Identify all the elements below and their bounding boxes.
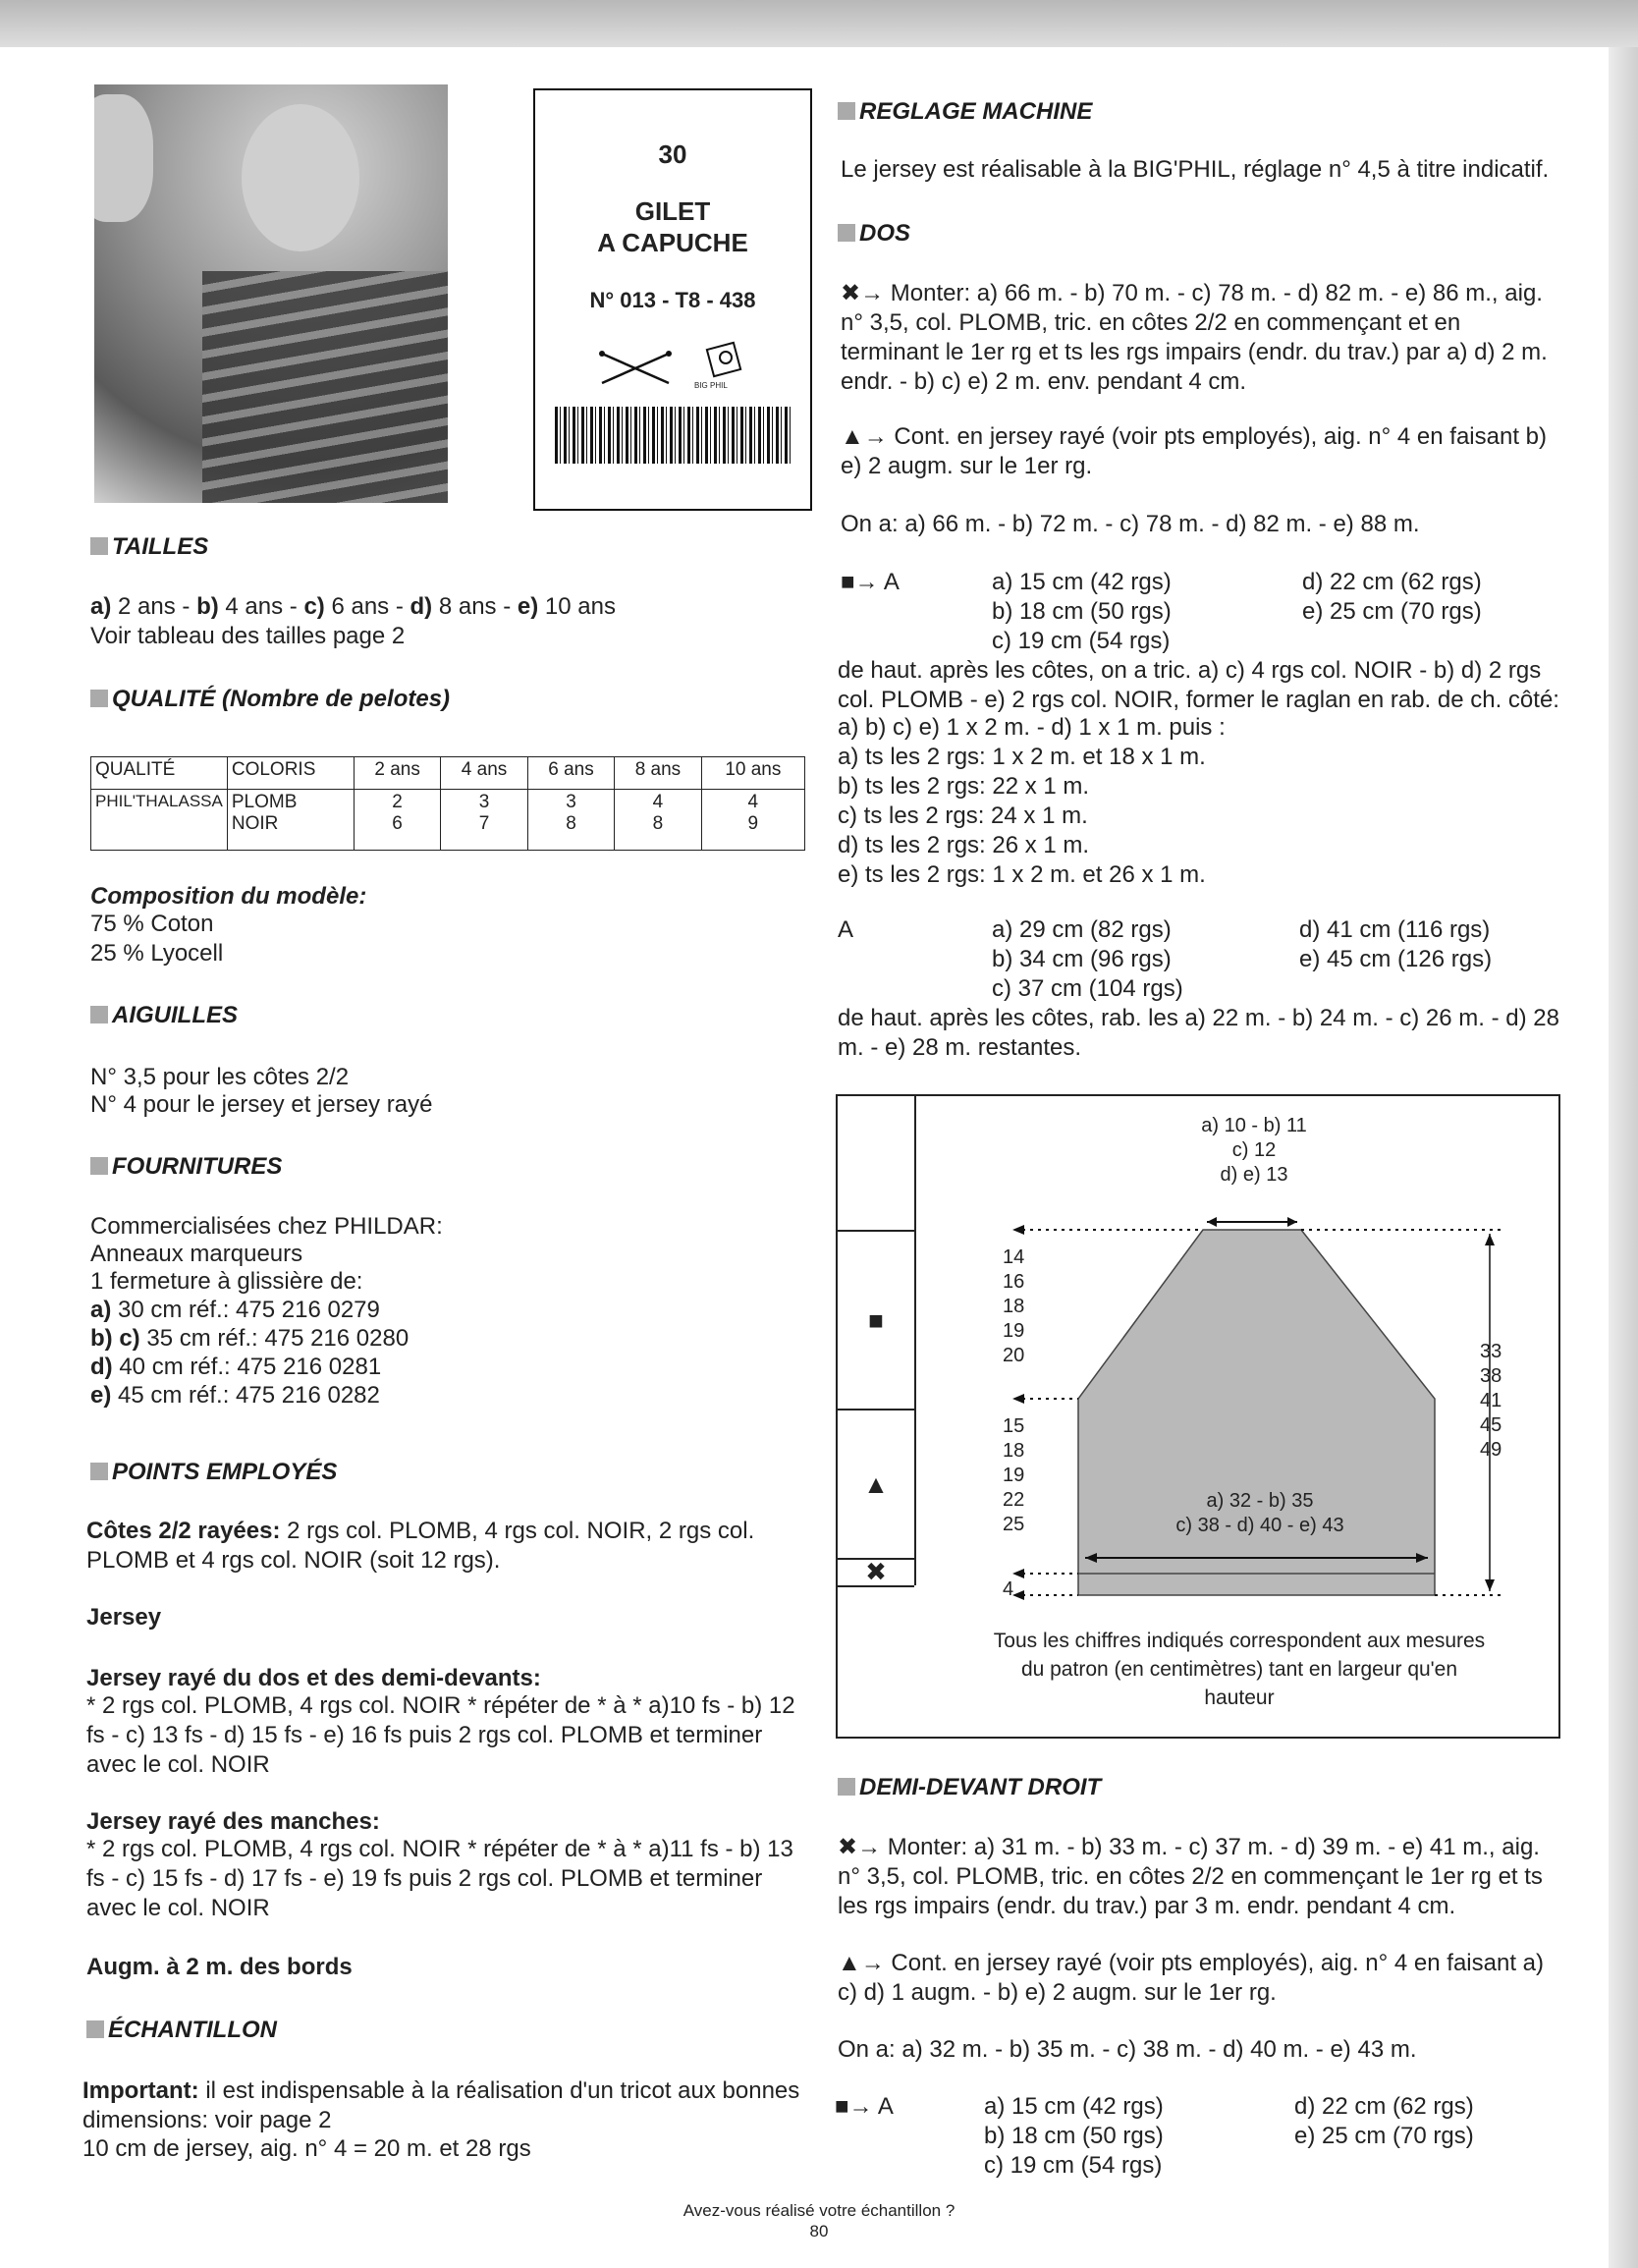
measure-line: d) 41 cm (116 rgs) xyxy=(1299,916,1491,943)
raye-dos-label: Jersey rayé du dos et des demi-devants: xyxy=(86,1665,541,1691)
measure-line: a) 29 cm (82 rgs) xyxy=(992,916,1172,943)
label: 19 xyxy=(1003,1465,1025,1486)
model-photo xyxy=(94,84,448,503)
size-c: 6 ans - xyxy=(324,593,410,620)
scan-right-edge xyxy=(1609,47,1638,2268)
label: 45 xyxy=(1480,1414,1502,1436)
section-dos: DOS xyxy=(838,220,910,248)
noir-10ans: 9 xyxy=(747,813,759,834)
measure-line: d) 22 cm (62 rgs) xyxy=(1294,2093,1474,2120)
raglan-line: d) ts les 2 rgs: 26 x 1 m. xyxy=(838,832,1090,858)
dos-p4: de haut. après les côtes, on a tric. a) c) 4 rgs col. NOIR - b) d) 2 rgs col. PLOMB - e) 2 rgs col. NOIR, former le raglan en rab. de ch. côté: xyxy=(838,657,1559,713)
size-a: 2 ans - xyxy=(111,593,197,620)
pattern-number: 30 xyxy=(658,139,687,169)
dos-block1-col2 xyxy=(1302,568,1482,627)
title-line-2: A CAPUCHE xyxy=(597,228,748,257)
raglan-line: e) ts les 2 rgs: 1 x 2 m. et 26 x 1 m. xyxy=(838,861,1206,888)
table-header: 6 ans xyxy=(527,757,614,790)
label: 33 xyxy=(1480,1341,1502,1362)
dos-block2-col2 xyxy=(1299,915,1492,974)
raglan-height-labels xyxy=(1003,1245,1024,1368)
zip-size: b) c) xyxy=(90,1325,140,1352)
legend-square-icon: ■ xyxy=(838,1232,914,1411)
neck-width-line: d) e) 13 xyxy=(1220,1164,1288,1186)
neck-width-line: c) 12 xyxy=(1231,1139,1277,1161)
neck-width-labels xyxy=(1195,1114,1313,1188)
measure-line: b) 18 cm (50 rgs) xyxy=(984,2123,1164,2149)
table-header: 10 ans xyxy=(701,757,804,790)
augm-label: Augm. à 2 m. des bords xyxy=(86,1954,353,1980)
pattern-title-card xyxy=(533,88,812,511)
table-row xyxy=(91,790,805,851)
pattern-title xyxy=(535,195,810,258)
noir-6ans: 8 xyxy=(566,813,576,834)
label: 19 xyxy=(1003,1320,1025,1342)
zip-text: 45 cm réf.: 475 216 0282 xyxy=(111,1382,380,1409)
caption-line: hauteur xyxy=(1204,1687,1275,1709)
label: 18 xyxy=(1003,1296,1025,1317)
section-aiguilles: AIGUILLES xyxy=(90,1002,238,1029)
raglan-line: b) ts les 2 rgs: 22 x 1 m. xyxy=(838,773,1090,800)
plomb-6ans: 3 xyxy=(566,792,576,812)
dos-p1: ✖→ Monter: a) 66 m. - b) 70 m. - c) 78 m. - d) 82 m. - e) 86 m., aig. n° 3,5, col. PLOMB, tric. en côtes 2/2 en commençant et en terminant le 1er rg et ts les rgs impairs (endr. du trav.) par a) d) 2 m. endr. - b) c) e) 2 m. env. pendant 4 cm. xyxy=(841,280,1548,395)
demi-devant-p2: ▲→ Cont. en jersey rayé (voir pts employés), aig. n° 4 en faisant a) c) d) 1 augm. - b) e) 2 augm. sur le 1er rg. xyxy=(838,1950,1544,2006)
body-height-labels xyxy=(1003,1414,1024,1537)
measure-line: c) 19 cm (54 rgs) xyxy=(992,628,1171,654)
cotes-text: 2 rgs col. PLOMB, 4 rgs col. NOIR, 2 rgs col. PLOMB et 4 rgs col. NOIR (soit 12 rgs). xyxy=(86,1518,755,1574)
label: a) 32 - b) 35 xyxy=(1206,1490,1314,1512)
echantillon-important xyxy=(82,2076,803,2135)
section-qualite: QUALITÉ (Nombre de pelotes) xyxy=(90,686,450,713)
important-label: Important: xyxy=(82,2077,199,2104)
composition-line: 25 % Lyocell xyxy=(90,940,224,967)
section-tailles: TAILLES xyxy=(90,533,208,561)
demi-devant-col1 xyxy=(984,2092,1164,2181)
zip-size: e) xyxy=(90,1382,112,1409)
table-cell xyxy=(701,790,804,851)
noir-2ans: 6 xyxy=(392,813,403,834)
raye-manches-label: Jersey rayé des manches: xyxy=(86,1808,380,1835)
table-header: 2 ans xyxy=(354,757,440,790)
section-reglage: REGLAGE MACHINE xyxy=(838,98,1092,126)
striped-cardigan xyxy=(202,271,448,503)
fournitures-line: 1 fermeture à glissière de: xyxy=(90,1268,363,1295)
label: 38 xyxy=(1480,1365,1502,1387)
aiguilles-line: N° 3,5 pour les côtes 2/2 xyxy=(90,1064,350,1090)
back-piece-shape xyxy=(1078,1230,1435,1595)
label: c) 38 - d) 40 - e) 43 xyxy=(1175,1515,1344,1536)
measure-line: a) 15 cm (42 rgs) xyxy=(984,2093,1164,2120)
noir-8ans: 8 xyxy=(652,813,664,834)
size-e: 10 ans xyxy=(538,593,616,620)
tailles-sizes xyxy=(90,592,616,622)
footer-question: Avez-vous réalisé votre échantillon ? xyxy=(682,2201,956,2220)
label: 41 xyxy=(1480,1390,1502,1411)
size-d: 8 ans - xyxy=(432,593,518,620)
color-plomb: PLOMB xyxy=(231,792,298,812)
zip-ref-bc xyxy=(90,1324,409,1354)
page-number: 80 xyxy=(809,2222,829,2240)
legend-triangle-icon: ▲ xyxy=(838,1411,914,1560)
zip-ref-d xyxy=(90,1353,381,1382)
color-noir: NOIR xyxy=(231,813,279,834)
demi-devant-p3: On a: a) 32 m. - b) 35 m. - c) 38 m. - d) 40 m. - e) 43 m. xyxy=(838,2036,1417,2063)
raye-manches-text: * 2 rgs col. PLOMB, 4 rgs col. NOIR * répéter de * à * a)11 fs - b) 13 fs - c) 15 fs - d) 17 fs - e) 19 fs puis 2 rgs col. PLOMB et terminer avec le col. NOIR xyxy=(86,1836,793,1921)
legend-cross-icon: ✖ xyxy=(865,1556,887,1586)
label: 20 xyxy=(1003,1345,1025,1366)
demi-devant-p1: ✖→ Monter: a) 31 m. - b) 33 m. - c) 37 m. - d) 39 m. - e) 41 m., aig. n° 3,5, col. PLOMB, tric. en côtes 2/2 en commençant le 1er rg et ts les rgs impairs (endr. du trav.) par 3 m. endr. pendant 4 cm. xyxy=(838,1834,1543,1919)
barcode xyxy=(555,407,791,464)
important-text: il est indispensable à la réalisation d'un tricot aux bonnes dimensions: voir page 2 xyxy=(82,2077,800,2133)
dos-raglan xyxy=(838,713,1226,890)
dos-block2-lead: A xyxy=(838,916,854,943)
knitting-machine-icon xyxy=(700,340,749,383)
raye-dos-text: * 2 rgs col. PLOMB, 4 rgs col. NOIR * répéter de * à * a)10 fs - b) 12 fs - c) 13 fs - d) 15 fs - e) 16 fs puis 2 rgs col. PLOMB et terminer avec le col. NOIR xyxy=(86,1692,795,1778)
total-height-labels xyxy=(1480,1340,1502,1463)
table-header: QUALITÉ xyxy=(91,757,228,790)
tailles-note: Voir tableau des tailles page 2 xyxy=(90,623,406,649)
jersey-label: Jersey xyxy=(86,1604,162,1631)
scan-top-border xyxy=(0,0,1638,47)
plomb-4ans: 3 xyxy=(478,792,490,812)
child-face xyxy=(242,104,359,251)
label: 49 xyxy=(1480,1439,1502,1461)
raglan-line: a) ts les 2 rgs: 1 x 2 m. et 18 x 1 m. xyxy=(838,744,1206,770)
demi-devant-col2 xyxy=(1294,2092,1474,2151)
aiguilles-line: N° 4 pour le jersey et jersey rayé xyxy=(90,1091,433,1118)
child-face-left xyxy=(94,94,153,222)
size-e-label: e) xyxy=(517,593,539,620)
composition-line: 75 % Coton xyxy=(90,911,214,937)
zip-text: 35 cm réf.: 475 216 0280 xyxy=(139,1325,410,1352)
measure-line: e) 25 cm (70 rgs) xyxy=(1302,598,1482,625)
size-b: 4 ans - xyxy=(218,593,304,620)
measure-line: b) 34 cm (96 rgs) xyxy=(992,946,1172,972)
measure-line: b) 18 cm (50 rgs) xyxy=(992,598,1172,625)
section-fournitures: FOURNITURES xyxy=(90,1153,282,1181)
dos-block2-col1 xyxy=(992,915,1183,1004)
table-cell-colors xyxy=(227,790,354,851)
table-header: 8 ans xyxy=(615,757,701,790)
label: 22 xyxy=(1003,1489,1025,1511)
dos-block1-col1 xyxy=(992,568,1172,656)
raglan-line: a) b) c) e) 1 x 2 m. - d) 1 x 1 m. puis : xyxy=(838,714,1226,741)
size-a-label: a) xyxy=(90,593,112,620)
label: 14 xyxy=(1003,1246,1025,1268)
back-schematic xyxy=(836,1094,1560,1739)
size-c-label: c) xyxy=(303,593,325,620)
dos-p5: de haut. après les côtes, rab. les a) 22 m. - b) 24 m. - c) 26 m. - d) 28 m. - e) 28 m. restantes. xyxy=(838,1005,1559,1061)
size-d-label: d) xyxy=(410,593,433,620)
echantillon-gauge: 10 cm de jersey, aig. n° 4 = 20 m. et 28 rgs xyxy=(82,2135,531,2162)
ribbing-height-label: 4 xyxy=(1003,1578,1014,1600)
size-b-label: b) xyxy=(196,593,219,620)
title-line-1: GILET xyxy=(634,196,711,226)
body-width-labels xyxy=(1142,1489,1378,1538)
dos-block1-lead: ■→ A xyxy=(841,569,900,595)
measure-line: c) 37 cm (104 rgs) xyxy=(992,975,1183,1002)
measure-line: d) 22 cm (62 rgs) xyxy=(1302,569,1482,595)
noir-4ans: 7 xyxy=(478,813,490,834)
measure-line: e) 25 cm (70 rgs) xyxy=(1294,2123,1474,2149)
schematic-caption xyxy=(928,1627,1551,1712)
table-cell xyxy=(441,790,527,851)
dos-p2: ▲→ Cont. en jersey rayé (voir pts employés), aig. n° 4 en faisant b) e) 2 augm. sur le 1er rg. xyxy=(841,423,1547,479)
label: 25 xyxy=(1003,1514,1025,1535)
table-cell xyxy=(354,790,440,851)
raglan-line: c) ts les 2 rgs: 24 x 1 m. xyxy=(838,802,1088,829)
fournitures-line: Commercialisées chez PHILDAR: xyxy=(90,1213,443,1240)
measure-line: e) 45 cm (126 rgs) xyxy=(1299,946,1493,972)
cotes-paragraph xyxy=(86,1517,803,1576)
table-header-row xyxy=(91,757,805,790)
plomb-8ans: 4 xyxy=(652,792,664,812)
pattern-reference: N° 013 - T8 - 438 xyxy=(589,288,756,312)
plomb-2ans: 2 xyxy=(392,792,403,812)
plomb-10ans: 4 xyxy=(747,792,759,812)
quality-table xyxy=(90,756,805,851)
fournitures-line: Anneaux marqueurs xyxy=(90,1241,303,1267)
zip-size: a) xyxy=(90,1297,112,1323)
yarn-name: PHIL'THALASSA xyxy=(91,790,228,851)
table-header: COLORIS xyxy=(227,757,354,790)
label: 18 xyxy=(1003,1440,1025,1462)
dos-p3: On a: a) 66 m. - b) 72 m. - c) 78 m. - d) 82 m. - e) 88 m. xyxy=(841,511,1420,537)
section-points: POINTS EMPLOYÉS xyxy=(90,1459,337,1486)
zip-ref-e xyxy=(90,1381,380,1411)
measure-line: c) 19 cm (54 rgs) xyxy=(984,2152,1163,2179)
zip-size: d) xyxy=(90,1354,113,1380)
knitting-needles-icon xyxy=(596,348,675,387)
label: 15 xyxy=(1003,1415,1025,1437)
composition-heading: Composition du modèle: xyxy=(90,883,367,910)
zip-ref-a xyxy=(90,1296,380,1325)
section-demi-devant: DEMI-DEVANT DROIT xyxy=(838,1774,1101,1801)
label: 16 xyxy=(1003,1271,1025,1293)
neck-width-line: a) 10 - b) 11 xyxy=(1201,1115,1307,1136)
demi-devant-block-lead: ■→ A xyxy=(835,2093,894,2120)
reglage-text: Le jersey est réalisable à la BIG'PHIL, réglage n° 4,5 à titre indicatif. xyxy=(841,156,1550,183)
caption-line: du patron (en centimètres) tant en largeur qu'en xyxy=(1020,1658,1458,1681)
machine-label: BIG PHIL xyxy=(694,381,728,390)
table-cell xyxy=(615,790,701,851)
zip-text: 30 cm réf.: 475 216 0279 xyxy=(111,1297,380,1323)
section-echantillon: ÉCHANTILLON xyxy=(86,2017,277,2044)
table-header: 4 ans xyxy=(441,757,527,790)
zip-text: 40 cm réf.: 475 216 0281 xyxy=(112,1354,382,1380)
caption-line: Tous les chiffres indiqués correspondent aux mesures xyxy=(993,1630,1486,1652)
cotes-label: Côtes 2/2 rayées: xyxy=(86,1518,281,1544)
measure-line: a) 15 cm (42 rgs) xyxy=(992,569,1172,595)
table-cell xyxy=(527,790,614,851)
